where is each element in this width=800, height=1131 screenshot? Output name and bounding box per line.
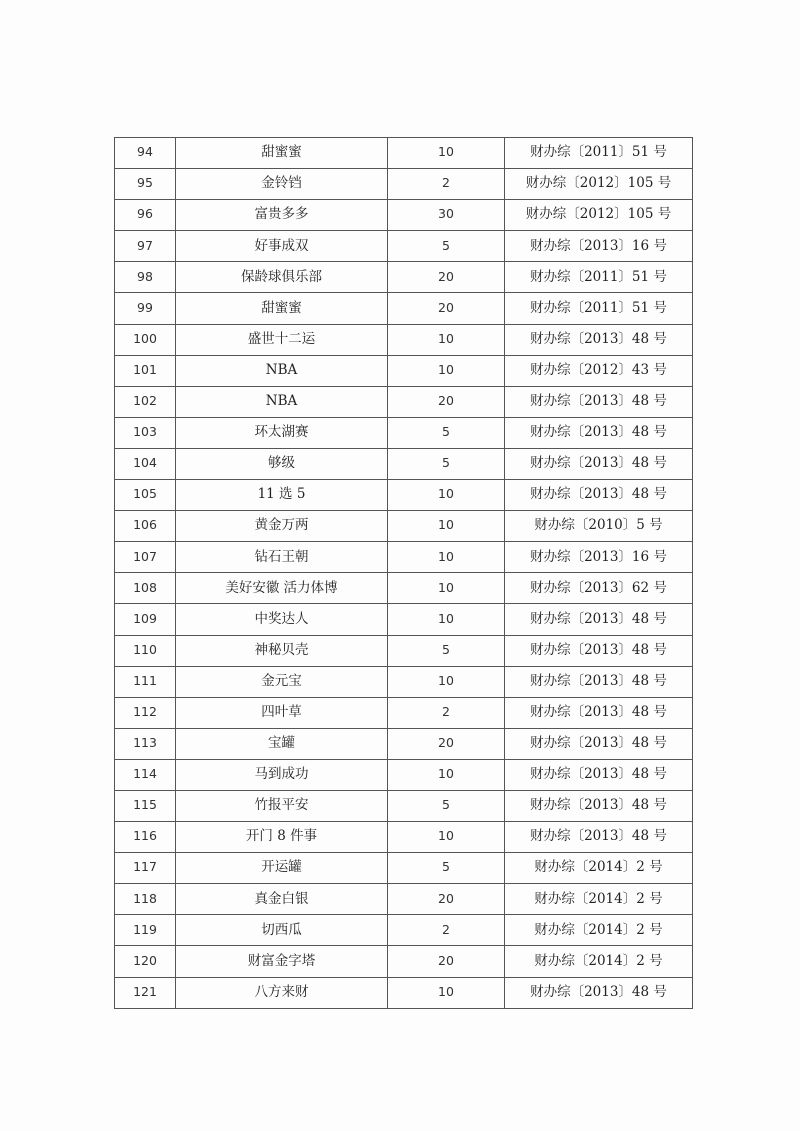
game-name-cell: 马到成功: [176, 759, 388, 790]
document-reference-cell: 财办综〔2013〕48 号: [505, 822, 693, 853]
amount-cell: [388, 790, 505, 821]
amount-value: 20: [438, 299, 454, 315]
row-number-cell: [115, 666, 176, 697]
row-number: 94: [137, 144, 153, 160]
amount-cell: [388, 448, 505, 479]
amount-value: 5: [442, 424, 450, 440]
table-row: [115, 635, 693, 666]
document-reference-cell: 财办综〔2013〕48 号: [505, 697, 693, 728]
amount-value: 10: [438, 672, 454, 688]
row-number-cell: [115, 759, 176, 790]
amount-cell: [388, 666, 505, 697]
row-number-cell: [115, 822, 176, 853]
document-reference-cell: 财办综〔2013〕48 号: [505, 666, 693, 697]
document-reference-cell: 财办综〔2013〕48 号: [505, 386, 693, 417]
game-name-cell: 金元宝: [176, 666, 388, 697]
amount-value: 2: [442, 703, 450, 719]
document-reference-cell: 财办综〔2011〕51 号: [505, 293, 693, 324]
amount-value: 20: [438, 952, 454, 968]
amount-cell: [388, 480, 505, 511]
row-number-cell: [115, 138, 176, 169]
document-reference-cell: 财办综〔2013〕48 号: [505, 728, 693, 759]
game-name-cell: 好事成双: [176, 231, 388, 262]
table-row: [115, 386, 693, 417]
document-reference-cell: 财办综〔2013〕48 号: [505, 604, 693, 635]
amount-value: 10: [438, 983, 454, 999]
amount-value: 2: [442, 921, 450, 937]
table-row: [115, 293, 693, 324]
game-name-cell: 甜蜜蜜: [176, 138, 388, 169]
row-number: 118: [133, 890, 157, 906]
table-body: [115, 138, 693, 1009]
row-number-cell: [115, 697, 176, 728]
table-row: [115, 200, 693, 231]
amount-cell: [388, 915, 505, 946]
row-number: 109: [133, 610, 157, 626]
game-name-cell: 八方来财: [176, 977, 388, 1008]
amount-value: 20: [438, 890, 454, 906]
amount-cell: [388, 946, 505, 977]
document-reference-cell: 财办综〔2011〕51 号: [505, 262, 693, 293]
document-reference-cell: 财办综〔2010〕5 号: [505, 511, 693, 542]
amount-cell: [388, 728, 505, 759]
amount-value: 20: [438, 735, 454, 751]
amount-cell: [388, 169, 505, 200]
document-reference-cell: 财办综〔2013〕16 号: [505, 231, 693, 262]
row-number-cell: [115, 480, 176, 511]
row-number: 113: [133, 735, 157, 751]
row-number-cell: [115, 573, 176, 604]
game-name-cell: 美好安徽 活力体博: [176, 573, 388, 604]
row-number-cell: [115, 262, 176, 293]
amount-cell: [388, 697, 505, 728]
table-row: [115, 573, 693, 604]
document-reference-cell: 财办综〔2012〕105 号: [505, 169, 693, 200]
row-number: 120: [133, 952, 157, 968]
row-number: 104: [133, 455, 157, 471]
game-name-cell: 开门 8 件事: [176, 822, 388, 853]
row-number: 115: [133, 797, 157, 813]
table-row: [115, 604, 693, 635]
document-reference-cell: 财办综〔2014〕2 号: [505, 946, 693, 977]
row-number: 98: [137, 268, 153, 284]
row-number-cell: [115, 915, 176, 946]
row-number-cell: [115, 386, 176, 417]
amount-value: 10: [438, 517, 454, 533]
amount-cell: [388, 573, 505, 604]
table-row: [115, 759, 693, 790]
game-name-cell: 中奖达人: [176, 604, 388, 635]
amount-cell: [388, 822, 505, 853]
amount-cell: [388, 231, 505, 262]
row-number-cell: [115, 448, 176, 479]
amount-cell: [388, 511, 505, 542]
amount-cell: [388, 417, 505, 448]
game-name-cell: 富贵多多: [176, 200, 388, 231]
table-row: [115, 977, 693, 1008]
row-number: 119: [133, 921, 157, 937]
amount-value: 10: [438, 828, 454, 844]
document-reference-cell: 财办综〔2013〕48 号: [505, 417, 693, 448]
row-number: 110: [133, 641, 157, 657]
amount-cell: [388, 853, 505, 884]
row-number-cell: [115, 324, 176, 355]
amount-value: 10: [438, 361, 454, 377]
row-number: 111: [133, 672, 157, 688]
game-name-cell: 真金白银: [176, 884, 388, 915]
row-number-cell: [115, 884, 176, 915]
document-reference-cell: 财办综〔2014〕2 号: [505, 884, 693, 915]
row-number: 103: [133, 424, 157, 440]
amount-value: 10: [438, 330, 454, 346]
game-name-cell: 钻石王朝: [176, 542, 388, 573]
row-number: 108: [133, 579, 157, 595]
amount-value: 10: [438, 486, 454, 502]
row-number: 97: [137, 237, 153, 253]
amount-value: 5: [442, 641, 450, 657]
table-row: [115, 915, 693, 946]
game-name-cell: 四叶草: [176, 697, 388, 728]
lottery-table: [114, 137, 693, 1009]
table-row: [115, 946, 693, 977]
row-number: 102: [133, 393, 157, 409]
amount-value: 10: [438, 144, 454, 160]
amount-value: 5: [442, 859, 450, 875]
row-number-cell: [115, 200, 176, 231]
row-number: 101: [133, 361, 157, 377]
amount-cell: [388, 200, 505, 231]
amount-value: 10: [438, 766, 454, 782]
row-number-cell: [115, 853, 176, 884]
game-name-cell: NBA: [176, 386, 388, 417]
document-reference-cell: 财办综〔2013〕48 号: [505, 790, 693, 821]
document-reference-cell: 财办综〔2013〕48 号: [505, 480, 693, 511]
game-name-cell: 金铃铛: [176, 169, 388, 200]
amount-value: 5: [442, 797, 450, 813]
amount-cell: [388, 293, 505, 324]
game-name-cell: 宝罐: [176, 728, 388, 759]
row-number: 117: [133, 859, 157, 875]
table-row: [115, 511, 693, 542]
game-name-cell: 甜蜜蜜: [176, 293, 388, 324]
document-reference-cell: 财办综〔2013〕48 号: [505, 759, 693, 790]
table-row: [115, 480, 693, 511]
game-name-cell: 够级: [176, 448, 388, 479]
amount-cell: [388, 635, 505, 666]
table-row: [115, 138, 693, 169]
row-number-cell: [115, 977, 176, 1008]
row-number: 99: [137, 299, 153, 315]
amount-cell: [388, 355, 505, 386]
row-number: 100: [133, 330, 157, 346]
row-number-cell: [115, 355, 176, 386]
document-reference-cell: 财办综〔2012〕43 号: [505, 355, 693, 386]
amount-cell: [388, 884, 505, 915]
table-row: [115, 355, 693, 386]
row-number-cell: [115, 604, 176, 635]
row-number: 105: [133, 486, 157, 502]
amount-cell: [388, 542, 505, 573]
game-name-cell: 11 选 5: [176, 480, 388, 511]
row-number-cell: [115, 728, 176, 759]
table-row: [115, 262, 693, 293]
row-number: 95: [137, 175, 153, 191]
amount-cell: [388, 324, 505, 355]
table-row: [115, 448, 693, 479]
table-row: [115, 853, 693, 884]
row-number: 121: [133, 983, 157, 999]
game-name-cell: 盛世十二运: [176, 324, 388, 355]
table-row: [115, 728, 693, 759]
row-number: 107: [133, 548, 157, 564]
game-name-cell: 神秘贝壳: [176, 635, 388, 666]
amount-cell: [388, 386, 505, 417]
table-row: [115, 822, 693, 853]
amount-value: 20: [438, 393, 454, 409]
amount-value: 10: [438, 548, 454, 564]
amount-value: 10: [438, 579, 454, 595]
game-name-cell: NBA: [176, 355, 388, 386]
game-name-cell: 保龄球俱乐部: [176, 262, 388, 293]
game-name-cell: 切西瓜: [176, 915, 388, 946]
table-row: [115, 884, 693, 915]
amount-cell: [388, 138, 505, 169]
table-row: [115, 169, 693, 200]
table-row: [115, 324, 693, 355]
row-number-cell: [115, 635, 176, 666]
table-row: [115, 542, 693, 573]
amount-value: 5: [442, 455, 450, 471]
document-reference-cell: 财办综〔2012〕105 号: [505, 200, 693, 231]
amount-cell: [388, 759, 505, 790]
row-number-cell: [115, 790, 176, 821]
game-name-cell: 财富金字塔: [176, 946, 388, 977]
document-reference-cell: 财办综〔2011〕51 号: [505, 138, 693, 169]
row-number: 114: [133, 766, 157, 782]
row-number-cell: [115, 511, 176, 542]
document-reference-cell: 财办综〔2013〕48 号: [505, 324, 693, 355]
amount-value: 2: [442, 175, 450, 191]
row-number: 96: [137, 206, 153, 222]
game-name-cell: 黄金万两: [176, 511, 388, 542]
row-number: 106: [133, 517, 157, 533]
game-name-cell: 环太湖赛: [176, 417, 388, 448]
row-number: 116: [133, 828, 157, 844]
row-number: 112: [133, 703, 157, 719]
document-reference-cell: 财办综〔2013〕48 号: [505, 448, 693, 479]
game-name-cell: 开运罐: [176, 853, 388, 884]
row-number-cell: [115, 293, 176, 324]
table-row: [115, 697, 693, 728]
document-reference-cell: 财办综〔2014〕2 号: [505, 915, 693, 946]
document-reference-cell: 财办综〔2014〕2 号: [505, 853, 693, 884]
amount-cell: [388, 977, 505, 1008]
table-row: [115, 231, 693, 262]
game-name-cell: 竹报平安: [176, 790, 388, 821]
row-number-cell: [115, 169, 176, 200]
table-row: [115, 666, 693, 697]
document-reference-cell: 财办综〔2013〕62 号: [505, 573, 693, 604]
amount-cell: [388, 604, 505, 635]
amount-value: 20: [438, 268, 454, 284]
table-row: [115, 417, 693, 448]
row-number-cell: [115, 417, 176, 448]
table-row: [115, 790, 693, 821]
amount-value: 30: [438, 206, 454, 222]
row-number-cell: [115, 946, 176, 977]
document-reference-cell: 财办综〔2013〕16 号: [505, 542, 693, 573]
amount-value: 5: [442, 237, 450, 253]
amount-value: 10: [438, 610, 454, 626]
document-reference-cell: 财办综〔2013〕48 号: [505, 977, 693, 1008]
amount-cell: [388, 262, 505, 293]
row-number-cell: [115, 542, 176, 573]
document-reference-cell: 财办综〔2013〕48 号: [505, 635, 693, 666]
row-number-cell: [115, 231, 176, 262]
